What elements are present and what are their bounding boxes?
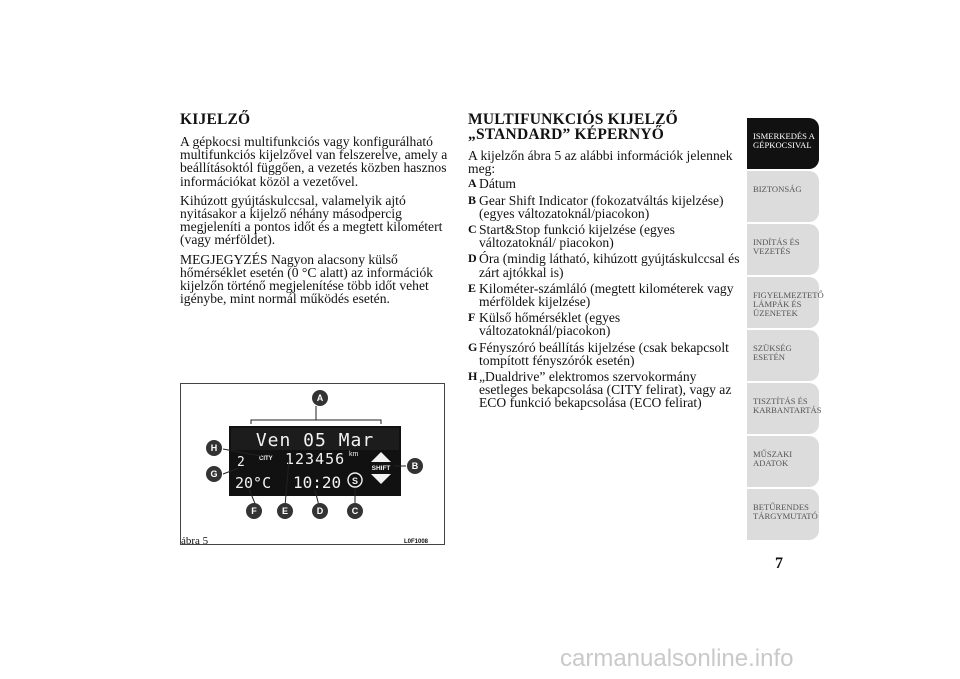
odometer-readout: 123456 [285, 450, 346, 468]
item-text: Dátum [479, 176, 516, 192]
tab-figyelmezteto[interactable]: FIGYELMEZTETŐ LÁMPÁK ÉS ÜZENETEK [747, 277, 819, 328]
paragraph-intro: A gépkocsi multifunkciós vagy konfigurálható multifunkciós kijelzővel van felszerelve, amely a beállításoktól függően, a vezetés közben hasznos információkat közöl a vezetővel. [180, 134, 448, 189]
item-text: Gear Shift Indicator (fokozatváltás kijelzése) (egyes változatoknál/piacokon) [479, 192, 724, 221]
item-letter: E [468, 280, 477, 295]
item-letter: C [468, 222, 477, 237]
list-item [468, 223, 744, 249]
list-item [468, 194, 744, 220]
figure-display [180, 383, 445, 545]
item-text: Kilométer-számláló (megtett kilométerek vagy mérföldek kijelzése) [479, 280, 734, 310]
tab-szukseg[interactable]: SZÜKSÉG ESETÉN [747, 330, 819, 381]
item-letter: D [468, 251, 477, 266]
svg-text:G: G [210, 469, 218, 479]
page-number: 7 [775, 555, 783, 572]
chapter-tabs [747, 118, 824, 542]
list-item [468, 282, 744, 308]
list-item [468, 370, 744, 410]
headlight-level: 2 [237, 455, 245, 470]
item-text: Óra (mindig látható, kihúzott gyújtáskulccsal és zárt ajtókkal is) [479, 251, 740, 280]
paragraph-note: MEGJEGYZÉS Nagyon alacsony külső hőmérséklet esetén (0 °C alatt) az információk kijelzőn történő megjelenítése több időt vehet igénybe, mint normál működés esetén. [180, 251, 434, 307]
list-item [468, 341, 744, 367]
tab-tisztitas[interactable]: TISZTÍTÁS ÉS KARBANTARTÁS [747, 383, 819, 434]
tab-inditas[interactable]: INDÍTÁS ÉS VEZETÉS [747, 224, 819, 275]
city-label: CITY [259, 456, 273, 462]
item-letter: H [468, 369, 478, 384]
shift-label: SHIFT [371, 465, 391, 472]
item-letter: B [468, 192, 477, 207]
item-text: Fényszóró beállítás kijelzése (csak bekapcsolt tompított fényszórók esetén) [479, 339, 729, 368]
odometer-unit: km [349, 451, 359, 458]
svg-text:C: C [351, 506, 359, 516]
svg-text:S: S [351, 476, 359, 486]
watermark: carmanualsonline.info [560, 645, 794, 672]
svg-text:B: B [411, 461, 419, 471]
display-illustration [181, 384, 444, 544]
item-text: Start&Stop funkció kijelzése (egyes változatoknál/ piacokon) [479, 222, 675, 251]
list-item [468, 177, 744, 190]
tab-targymutato[interactable]: BETŰRENDES TÁRGYMUTATÓ [747, 489, 819, 540]
svg-text:H: H [210, 443, 218, 453]
figure-code: L0F1008 [404, 539, 429, 545]
list-intro: A kijelzőn ábra 5 az alábbi információk jelennek meg: [468, 148, 733, 177]
item-text: „Dualdrive” elektromos szervokormány esetleges bekapcsolása (CITY felirat), vagy az ECO funkció bekapcsolása (ECO felirat) [479, 369, 732, 411]
legend-list [468, 177, 744, 409]
paragraph-ignition: Kihúzott gyújtáskulccsal, valamelyik ajtó nyitásakor a kijelző néhány másodpercig megjeleníti a pontos időt és a megtett kilométert (vagy mérföldet). [180, 192, 443, 248]
item-letter: G [468, 339, 478, 354]
item-text: Külső hőmérséklet (egyes változatoknál/piacokon) [479, 310, 621, 339]
figure-caption: ábra 5 [181, 535, 209, 547]
temperature-readout: 20°C [235, 474, 272, 492]
item-letter: F [468, 310, 476, 325]
svg-text:F: F [251, 506, 257, 516]
list-item [468, 252, 744, 278]
clock-readout: 10:20 [293, 473, 342, 492]
left-column [180, 112, 452, 311]
tab-biztonsag[interactable]: BIZTONSÁG [747, 171, 819, 222]
svg-text:E: E [281, 506, 289, 516]
section-title-standard-screen: MULTIFUNKCIÓS KIJELZŐ „STANDARD” KÉPERNYŐ [468, 111, 678, 143]
item-letter: A [468, 176, 477, 191]
list-item [468, 311, 744, 337]
svg-text:D: D [316, 506, 324, 516]
tab-muszaki[interactable]: MŰSZAKI ADATOK [747, 436, 819, 487]
svg-text:A: A [316, 393, 324, 403]
date-readout: Ven 05 Mar [255, 430, 375, 451]
right-column [468, 112, 744, 413]
section-title-kijelzo: KIJELZŐ [180, 111, 251, 128]
tab-ismerkedes[interactable]: ISMERKEDÉS A GÉPKOCSIVAL [747, 118, 819, 169]
